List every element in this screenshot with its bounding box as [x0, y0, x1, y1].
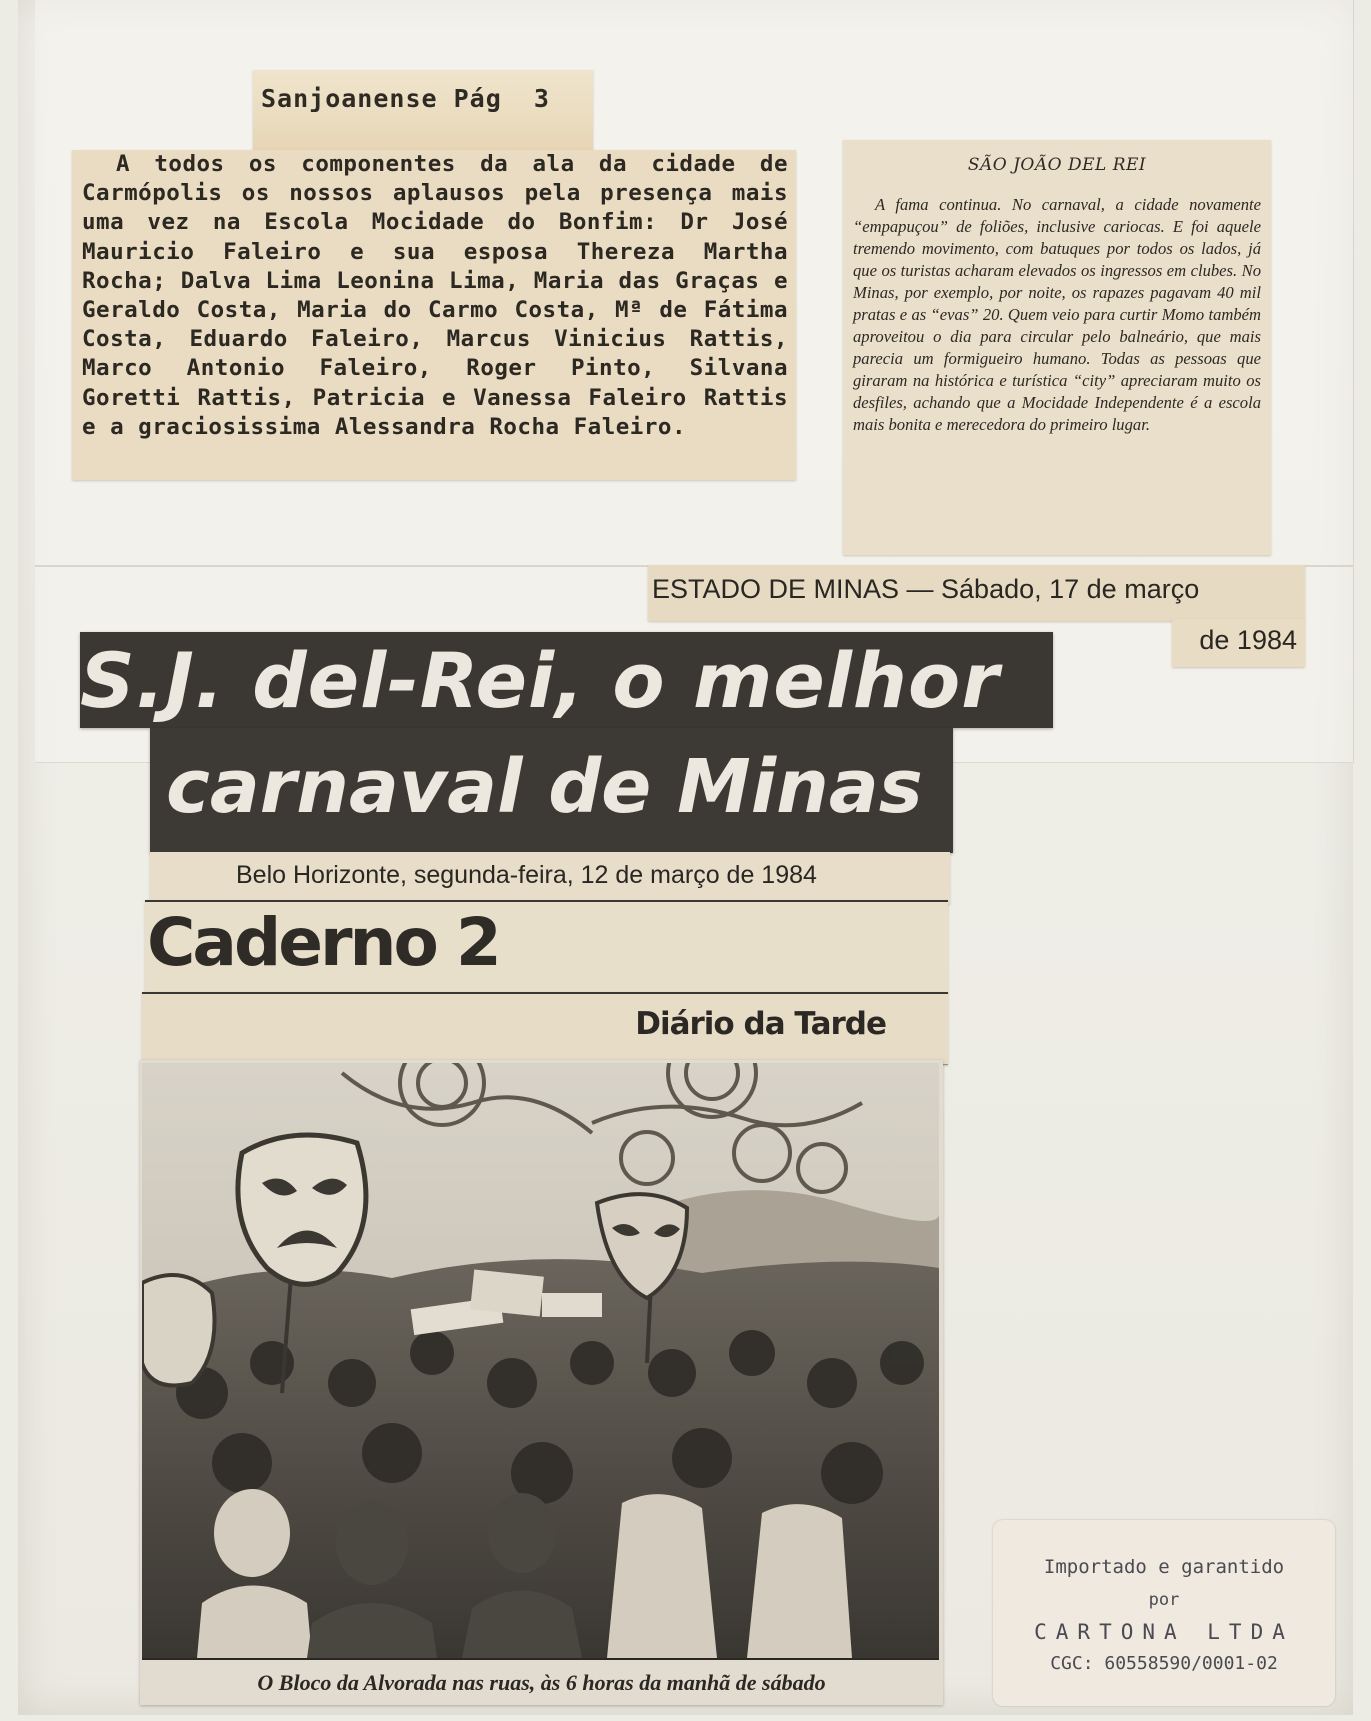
- headline-strip-2: [150, 728, 953, 853]
- photo-clipping: [140, 1060, 943, 1705]
- headline-strip-1: [80, 632, 1053, 728]
- carnival-crowd-photo: [142, 1063, 939, 1660]
- estado-de-minas-source-strip: [648, 565, 1305, 621]
- headline-line-1: S.J. del-Rei, o melhor: [80, 636, 1000, 725]
- carnival-crowd-illustration: [142, 1063, 939, 1658]
- section-strip: [145, 900, 948, 994]
- sanjoanense-body: A todos os componentes da ala da cidade de Carmópolis os nossos aplausos pela presença mais uma vez na Escola Mocidade do Bonfim: Dr José Mauricio Faleiro e sua esposa Thereza Martha Rocha; Dalva Lima Leonina Lima, Maria das Graças e Geraldo Costa, Maria do Carmo Costa, Mª de Fátima Costa, Eduardo Faleiro, Marcus Vinicius Rattis, Marco Antonio Faleiro, Roger Pinto, Silvana Goretti Rattis, Patricia e Vanessa Faleiro Rattis e a graciosissima Alessandra Rocha Faleiro.: [82, 151, 788, 440]
- dateline-strip: [150, 852, 950, 904]
- estado-de-minas-body: A fama continua. No carnaval, a cidade novamente “empapuçou” de foliões, inclusive cariocas. E foi aquele tremendo movimento, com batuques por todos os lados, já que os turistas acharam elevados os ingressos em clubes. No Minas, por exemplo, por noite, os rapazes pagavam 40 mil pratas e as “evas” 20. Quem veio para curtir Momo também aproveitou o dia para circular pelo balneário, que mais parecia um formigueiro humano. Todas as pessoas que giraram na histórica e turística “city” apreciaram muito os desfiles, achando que a Mocidade Independente é a escola mais bonita e merecedora do primeiro lugar.: [853, 195, 1261, 434]
- sticker-line-4: CGC: 60558590/0001-02: [1050, 1653, 1278, 1674]
- sanjoanense-clipping: [72, 150, 796, 480]
- masthead-strip: [142, 992, 948, 1065]
- estado-de-minas-title: SÃO JOÃO DEL REI: [967, 155, 1147, 175]
- sticker-line-3: CARTONA LTDA: [1034, 1620, 1294, 1644]
- album-sticker: [993, 1520, 1335, 1706]
- estado-de-minas-year: de 1984: [1199, 625, 1297, 655]
- photo-caption: O Bloco da Alvorada nas ruas, às 6 horas da manhã de sábado: [257, 1670, 826, 1695]
- dateline: Belo Horizonte, segunda-feira, 12 de março de 1984: [236, 861, 817, 889]
- estado-de-minas-source: ESTADO DE MINAS — Sábado, 17 de março: [652, 574, 1200, 604]
- sticker-line-2: por: [1148, 1590, 1180, 1610]
- headline-line-2: carnaval de Minas: [166, 744, 923, 830]
- section-title: Caderno 2: [147, 904, 499, 981]
- sanjoanense-header-clipping: [253, 70, 593, 152]
- estado-de-minas-year-strip: [1172, 619, 1305, 667]
- sanjoanense-header: Sanjoanense Pág 3: [261, 84, 550, 113]
- masthead: Diário da Tarde: [635, 1006, 886, 1042]
- sticker-line-1: Importado e garantido: [1043, 1556, 1285, 1578]
- estado-de-minas-clipping: [843, 140, 1271, 555]
